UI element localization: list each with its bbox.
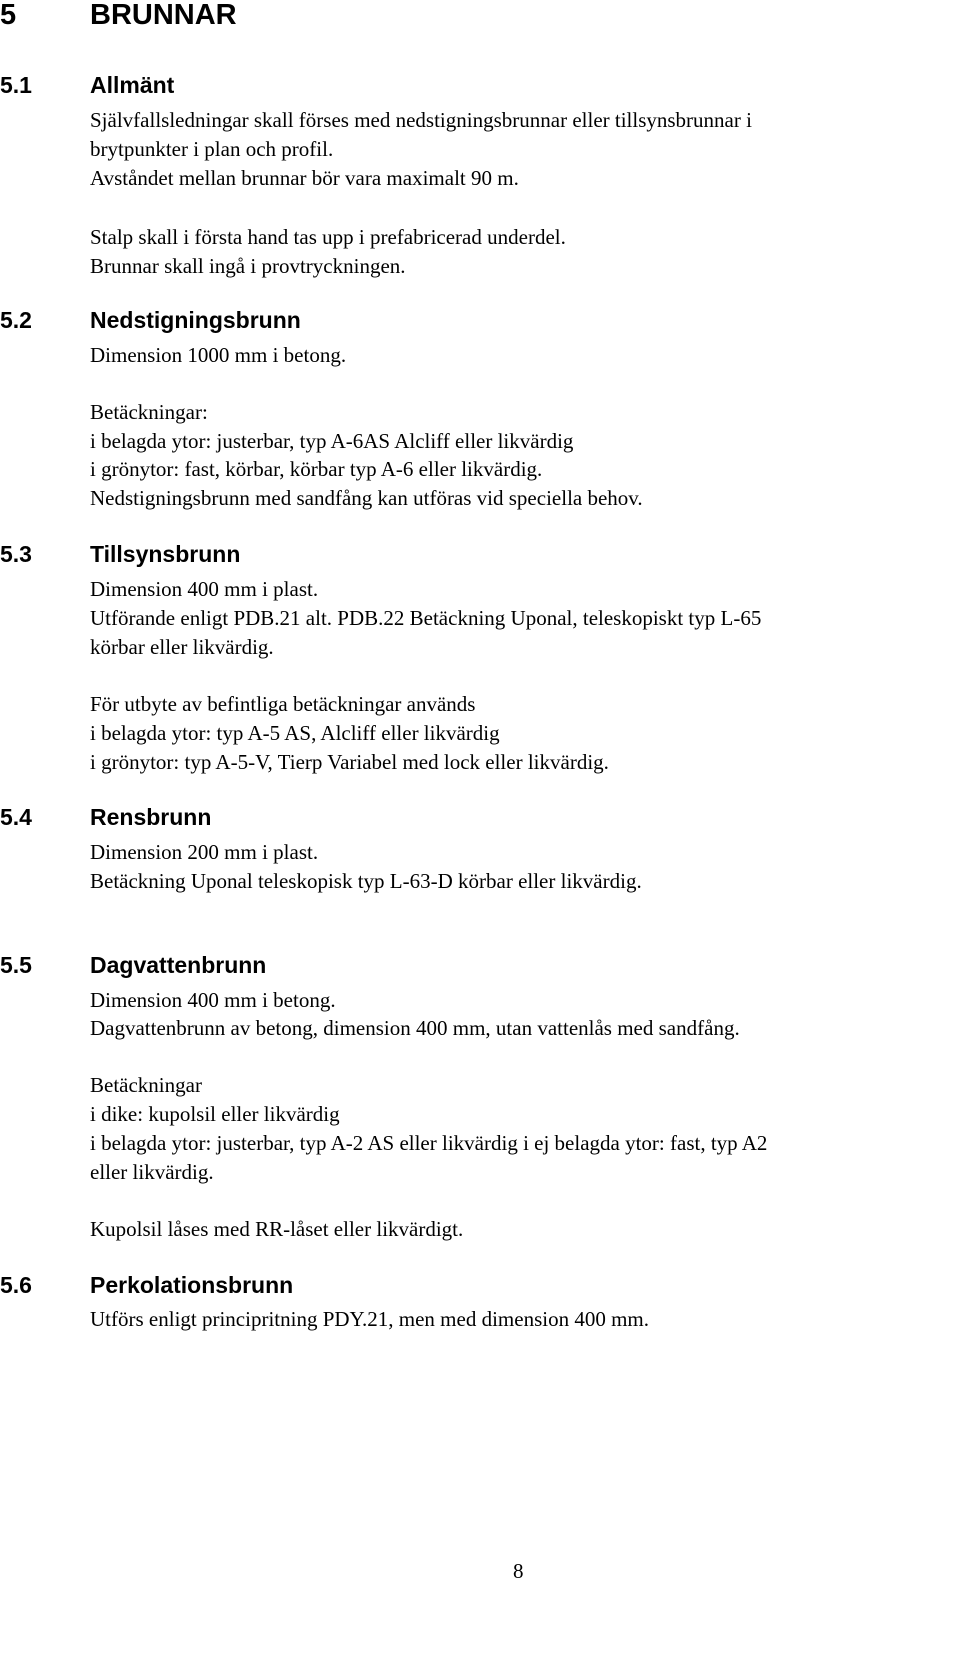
body-line: Dimension 200 mm i plast. bbox=[90, 840, 319, 864]
section-number: 5.1 bbox=[0, 72, 32, 98]
body-line: Dimension 400 mm i betong. bbox=[90, 988, 336, 1012]
body-line: brytpunkter i plan och profil. bbox=[90, 137, 334, 161]
body-line: För utbyte av befintliga betäckningar används bbox=[90, 692, 476, 716]
section-number: 5.2 bbox=[0, 307, 32, 333]
body-line: Dimension 400 mm i plast. bbox=[90, 577, 319, 601]
section-title: Allmänt bbox=[90, 72, 175, 98]
section-number: 5.6 bbox=[0, 1272, 32, 1298]
body-line: Självfallsledningar skall förses med nedstigningsbrunnar eller tillsynsbrunnar i bbox=[90, 108, 752, 132]
section-number: 5.3 bbox=[0, 541, 32, 567]
body-line: körbar eller likvärdig. bbox=[90, 635, 274, 659]
body-line: Betäckning Uponal teleskopisk typ L-63-D körbar eller likvärdig. bbox=[90, 869, 642, 893]
section-title: Rensbrunn bbox=[90, 804, 212, 830]
body-line: Dimension 1000 mm i betong. bbox=[90, 343, 347, 367]
body-line: Avståndet mellan brunnar bör vara maximalt 90 m. bbox=[90, 166, 519, 190]
section-title: Perkolationsbrunn bbox=[90, 1272, 294, 1298]
section-title: Nedstigningsbrunn bbox=[90, 307, 301, 333]
body-line: Kupolsil låses med RR-låset eller likvärdigt. bbox=[90, 1217, 464, 1241]
body-line: Dagvattenbrunn av betong, dimension 400 mm, utan vattenlås med sandfång. bbox=[90, 1016, 740, 1040]
body-line: Stalp skall i första hand tas upp i prefabricerad underdel. bbox=[90, 225, 566, 249]
body-line: Betäckningar: bbox=[90, 400, 208, 424]
chapter-number: 5 bbox=[0, 0, 17, 31]
body-line: i belagda ytor: justerbar, typ A-6AS Alcliff eller likvärdig bbox=[90, 429, 574, 453]
page-number: 8 bbox=[513, 1559, 524, 1583]
chapter-title: BRUNNAR bbox=[90, 0, 237, 31]
body-line: i dike: kupolsil eller likvärdig bbox=[90, 1102, 340, 1126]
body-line: Betäckningar bbox=[90, 1073, 202, 1097]
body-line: Nedstigningsbrunn med sandfång kan utföras vid speciella behov. bbox=[90, 486, 643, 510]
body-line: Utförs enligt principritning PDY.21, men med dimension 400 mm. bbox=[90, 1307, 649, 1331]
body-line: i grönytor: fast, körbar, körbar typ A-6 eller likvärdig. bbox=[90, 457, 543, 481]
section-number: 5.4 bbox=[0, 804, 32, 830]
body-line: i grönytor: typ A-5-V, Tierp Variabel med lock eller likvärdig. bbox=[90, 750, 609, 774]
section-number: 5.5 bbox=[0, 952, 32, 978]
section-title: Dagvattenbrunn bbox=[90, 952, 267, 978]
body-line: eller likvärdig. bbox=[90, 1160, 214, 1184]
body-line: i belagda ytor: justerbar, typ A-2 AS eller likvärdig i ej belagda ytor: fast, typ A2 bbox=[90, 1131, 768, 1155]
body-line: i belagda ytor: typ A-5 AS, Alcliff eller likvärdig bbox=[90, 721, 500, 745]
section-title: Tillsynsbrunn bbox=[90, 541, 241, 567]
body-line: Brunnar skall ingå i provtryckningen. bbox=[90, 254, 406, 278]
body-line: Utförande enligt PDB.21 alt. PDB.22 Betäckning Uponal, teleskopiskt typ L-65 bbox=[90, 606, 762, 630]
